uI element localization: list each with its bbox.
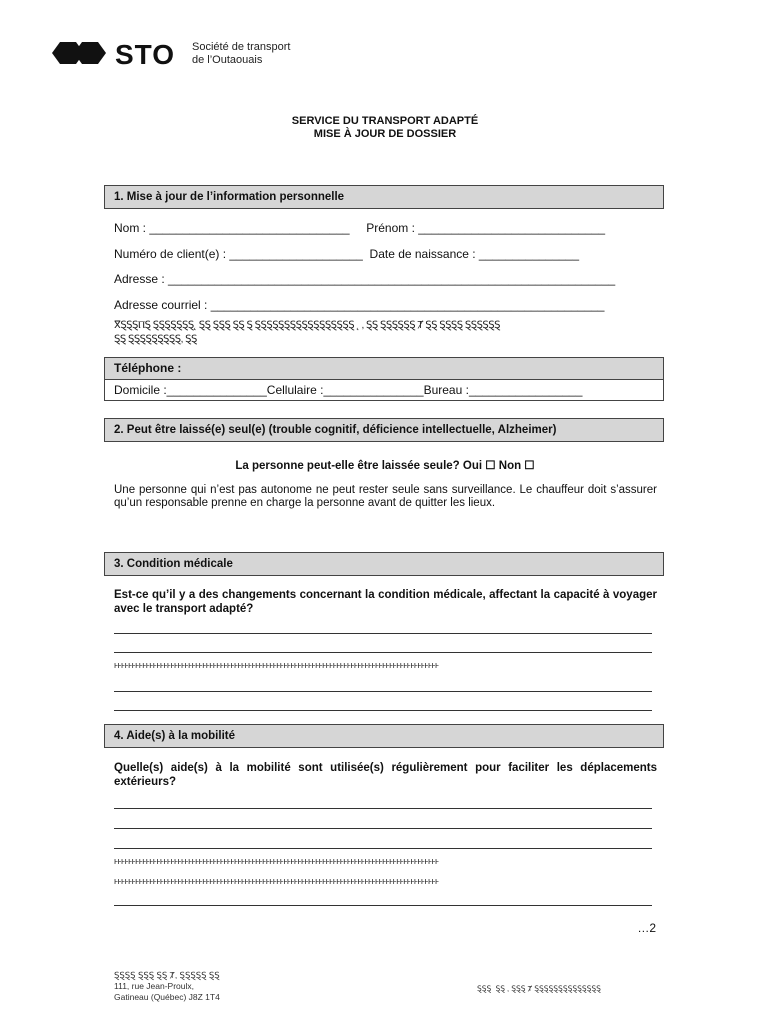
section-2-heading: 2. Peut être laissé(e) seul(e) (trouble cognitif, déficience intellectuelle, Alzheimer)	[104, 418, 664, 442]
footer-contact: ⱾⱾⱾ ⱾⱾ , ⱾⱾⱾ Ⱦ ⱾⱾⱾⱾⱾⱾⱾⱾⱾⱾⱾⱾⱾⱾ	[477, 984, 601, 993]
section-3-heading: 3. Condition médicale	[104, 552, 664, 576]
answer-line[interactable]	[114, 710, 652, 711]
document-title: SERVICE DU TRANSPORT ADAPTÉ MISE À JOUR DE DOSSIER	[291, 115, 479, 140]
medical-question: Est-ce qu’il y a des changements concernant la condition médicale, affectant la capacité à voyager avec le transport adapté?	[114, 589, 657, 615]
logo-text: STO	[115, 39, 176, 70]
email-field-line[interactable]: Adresse courriel : ___________________________________________________________	[114, 298, 605, 312]
telephone-heading: Téléphone :	[105, 358, 663, 380]
alone-question[interactable]: La personne peut-elle être laissée seule? Oui ☐ Non ☐	[235, 460, 535, 472]
answer-line[interactable]	[114, 828, 652, 829]
illegible-text-line: ⱾⱾⱾⱾ ⱾⱾⱾ ⱾⱾ Ⱦ, ⱾⱾⱾⱾⱾ ⱾⱾ	[114, 970, 220, 980]
answer-line[interactable]	[114, 633, 652, 634]
footer-address: ⱾⱾⱾⱾ ⱾⱾⱾ ⱾⱾ Ⱦ, ⱾⱾⱾⱾⱾ ⱾⱾ 111, rue Jean-Proulx, Gatineau (Québec) J8Z 1T4	[114, 970, 220, 1002]
illegible-text-line: ⴳⱾⱾⱾⲠⱾ ⱾⱾⱾⱾⱾⱾⱾ˛ ⱾⱾ ⱾⱾⱾ ⱾⱾ Ȿ ⱾⱾⱾⱾⱾⱾⱾⱾⱾⱾⱾⱾⱾⱾⱾⱾⱾ ˛ , ⱾⱾ ⱾⱾⱾⱾⱾⱾ Ⱦ ⱾⱾ ⱾⱾⱾⱾ ⱾⱾⱾⱾⱾⱾ	[114, 320, 500, 331]
sto-logo-icon	[52, 42, 108, 64]
illegible-answer-line: ⱶⱶⱶⱶⱶⱶⱶⱶⱶⱶⱶⱶⱶⱶⱶⱶⱶⱶⱶⱶⱶⱶⱶⱶⱶⱶⱶⱶⱶⱶⱶⱶⱶⱶⱶⱶⱶⱶⱶⱶⱶⱶⱶⱶⱶⱶⱶⱶⱶⱶⱶⱶⱶⱶⱶⱶⱶⱶⱶⱶⱶⱶⱶⱶⱶⱶⱶⱶⱶⱶⱶⱶⱶⱶⱶⱶⱶⱶⱶⱶⱶⱶⱶⱶⱶⱶⱶⱶⱶⱶⱶⱶ	[114, 856, 439, 866]
illegible-text-line: ⱾⱾ ⱾⱾⱾⱾⱾⱾⱾⱾⱾ, ⱾⱾ	[114, 334, 197, 345]
name-field-line[interactable]: Nom : ______________________________ Prénom : ____________________________	[114, 221, 606, 235]
alone-explanation: Une personne qui n’est pas autonome ne peut rester seule sans surveillance. Le chauffeur doit s’assurer qu’un responsable prenne en charge la personne avant de quitter les lieux.	[114, 484, 657, 509]
section-1-heading: 1. Mise à jour de l’information personnelle	[104, 185, 664, 209]
answer-line[interactable]	[114, 652, 652, 653]
answer-line[interactable]	[114, 691, 652, 692]
address-field-line[interactable]: Adresse : ___________________________________________________________________	[114, 272, 616, 286]
organization-name: Société de transport de l’Outaouais	[192, 41, 291, 66]
page-continuation: …2	[637, 921, 656, 935]
illegible-answer-line: ⱶⱶⱶⱶⱶⱶⱶⱶⱶⱶⱶⱶⱶⱶⱶⱶⱶⱶⱶⱶⱶⱶⱶⱶⱶⱶⱶⱶⱶⱶⱶⱶⱶⱶⱶⱶⱶⱶⱶⱶⱶⱶⱶⱶⱶⱶⱶⱶⱶⱶⱶⱶⱶⱶⱶⱶⱶⱶⱶⱶⱶⱶⱶⱶⱶⱶⱶⱶⱶⱶⱶⱶⱶⱶⱶⱶⱶⱶⱶⱶⱶⱶⱶⱶⱶⱶⱶⱶⱶⱶⱶⱶ	[114, 660, 439, 670]
answer-line[interactable]	[114, 808, 652, 809]
mobility-question: Quelle(s) aide(s) à la mobilité sont utilisée(s) régulièrement pour faciliter les déplacements extérieurs?	[114, 762, 657, 788]
answer-line[interactable]	[114, 905, 652, 906]
telephone-box	[104, 357, 664, 401]
telephone-fields[interactable]: Domicile :_______________Cellulaire :_______________Bureau :_________________	[114, 383, 583, 397]
section-4-heading: 4. Aide(s) à la mobilité	[104, 724, 664, 748]
illegible-answer-line: ⱶⱶⱶⱶⱶⱶⱶⱶⱶⱶⱶⱶⱶⱶⱶⱶⱶⱶⱶⱶⱶⱶⱶⱶⱶⱶⱶⱶⱶⱶⱶⱶⱶⱶⱶⱶⱶⱶⱶⱶⱶⱶⱶⱶⱶⱶⱶⱶⱶⱶⱶⱶⱶⱶⱶⱶⱶⱶⱶⱶⱶⱶⱶⱶⱶⱶⱶⱶⱶⱶⱶⱶⱶⱶⱶⱶⱶⱶⱶⱶⱶⱶⱶⱶⱶⱶⱶⱶⱶⱶⱶⱶ	[114, 876, 439, 886]
answer-line[interactable]	[114, 848, 652, 849]
client-number-field-line[interactable]: Numéro de client(e) : ____________________ Date de naissance : _______________	[114, 247, 580, 261]
